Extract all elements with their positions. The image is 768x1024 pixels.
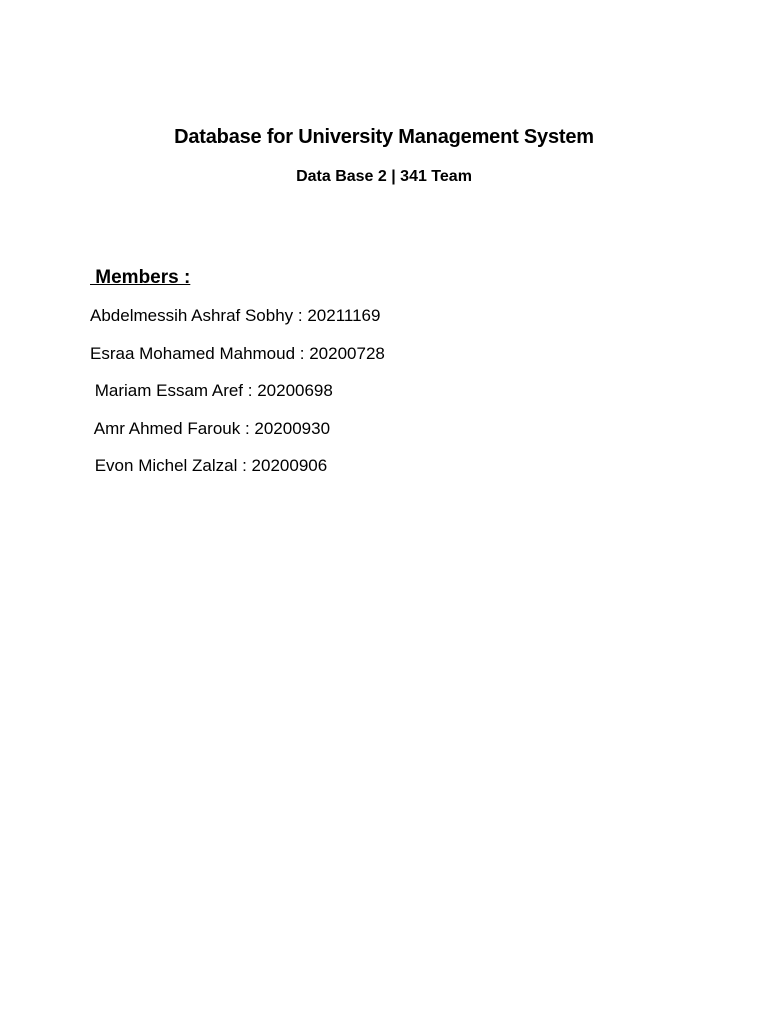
member-item: Abdelmessih Ashraf Sobhy : 20211169 [90,306,381,325]
member-item: Evon Michel Zalzal : 20200906 [90,456,328,475]
document-title: Database for University Management System [174,126,594,148]
member-item: Esraa Mohamed Mahmoud : 20200728 [90,343,385,363]
member-item: Amr Ahmed Farouk : 20200930 [90,418,331,438]
members-list [90,305,385,493]
member-item: Mariam Essam Aref : 20200698 [90,381,333,400]
members-heading: Members : [90,267,191,288]
document-subtitle: Data Base 2 | 341 Team [296,168,472,185]
